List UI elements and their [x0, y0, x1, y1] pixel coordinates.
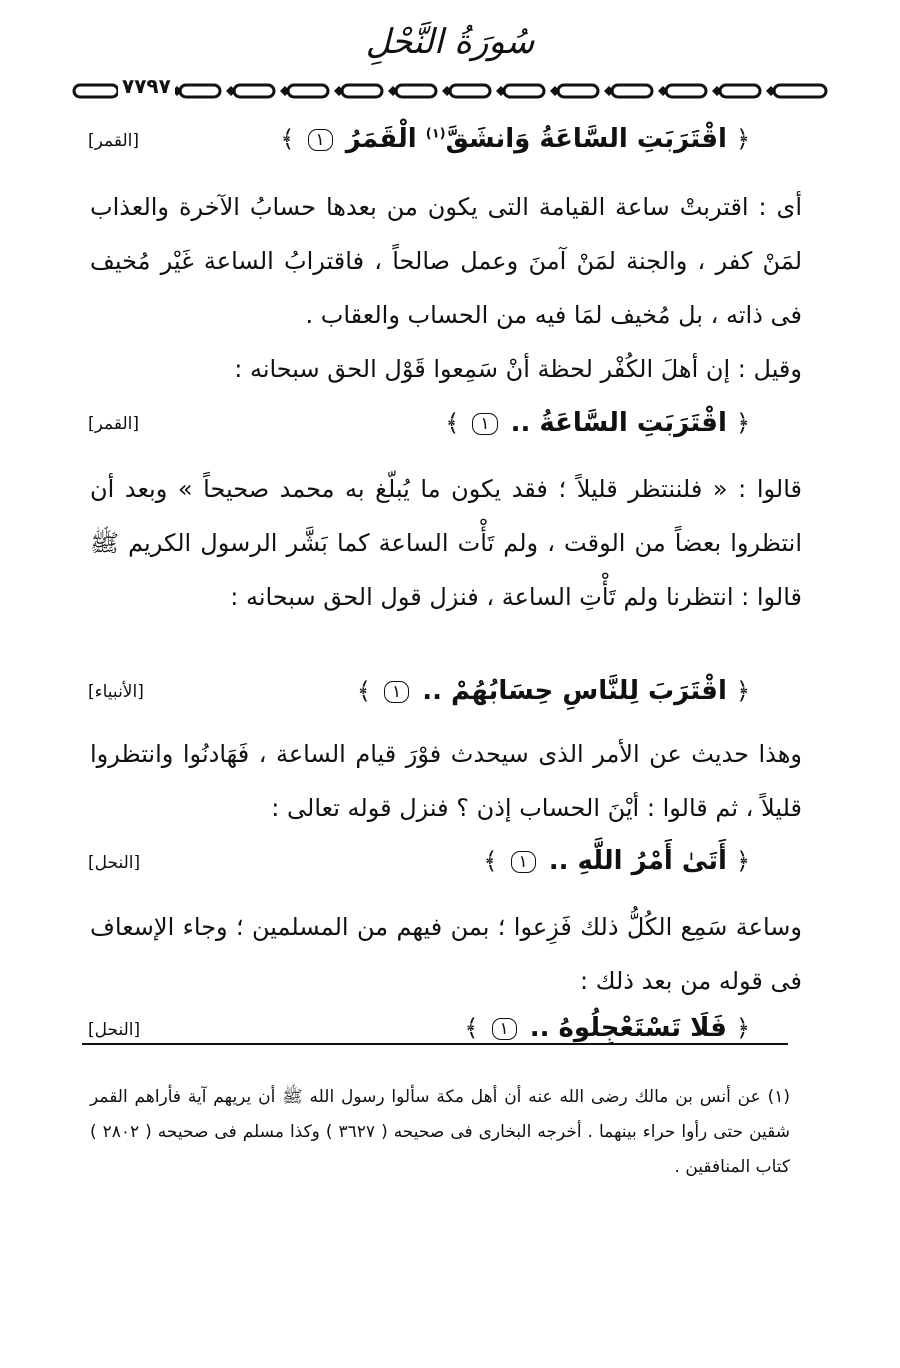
verse-number: ١	[308, 129, 333, 151]
verse-close-bracket: ﴾	[483, 847, 498, 875]
verse-source: [القمر]	[88, 131, 139, 151]
quran-verse	[483, 846, 750, 876]
paragraph: قالوا : « فلننتظر قليلاً ؛ فقد يكون ما يُبلّغ به محمد صحيحاً » وبعد أن انتظروا بعضاً من الوقت ، ولم تَأْت الساعة كما بَشَّر الرسول الكريم ﷺ قالوا : انتظرنا ولم تَأْتِ الساعة ، فنزل قول الحق سبحانه :	[90, 475, 802, 611]
verse-open-bracket: ﴿	[735, 409, 750, 437]
paragraph: وهذا حديث عن الأمر الذى سيحدث فوْرَ قيام الساعة ، فَهَادنُوا وانتظروا قليلاً ، ثم قالوا : أيْنَ الحساب إذن ؟ فنزل قوله تعالى :	[90, 740, 802, 822]
verse-number: ١	[472, 413, 497, 435]
verse-source: [الأنبياء]	[88, 682, 144, 702]
verse-text: أَتَىٰ أَمْرُ اللَّهِ ..	[548, 846, 727, 876]
quran-verse	[445, 408, 750, 438]
verse-close-bracket: ﴾	[356, 677, 371, 705]
quran-verse	[464, 1013, 750, 1043]
verse-text: اقْتَرَبَتِ السَّاعَةُ ..	[510, 408, 727, 438]
page-number: ٧٧٩٧	[118, 74, 175, 98]
footnote-divider	[82, 1043, 788, 1045]
verse-close-bracket: ﴾	[445, 409, 460, 437]
quran-verse	[357, 676, 750, 706]
paragraph: أى : اقتربتْ ساعة القيامة التى يكون من بعدها حسابُ الآخرة والعذاب لمَنْ كفر ، والجنة لمَنْ آمنَ وعمل صالحاً ، فاقترابُ الساعة غَيْر مُخيف فى ذاته ، بل مُخيف لمَا فيه من الحساب والعقاب .	[90, 193, 802, 329]
verse-number: ١	[384, 681, 409, 703]
chain-border-ornament	[72, 80, 832, 102]
verse-number: ١	[511, 851, 536, 873]
paragraph: وساعة سَمِع الكُلُّ ذلك فَزِعوا ؛ بمن فيهم من المسلمين ؛ وجاء الإسعاف فى قوله من بعد ذلك :	[90, 913, 802, 995]
quran-verse	[280, 124, 750, 154]
verse-open-bracket: ﴿	[735, 847, 750, 875]
verse-close-bracket: ﴾	[464, 1014, 479, 1042]
paragraph: وقيل : إن أهلَ الكُفْر لحظة أنْ سَمِعوا قَوْل الحق سبحانه :	[234, 355, 802, 383]
verse-close-bracket: ﴾	[280, 125, 295, 153]
verse-open-bracket: ﴿	[735, 1014, 750, 1042]
verse-text: اقْتَرَبَ لِلنَّاسِ حِسَابُهُمْ ..	[422, 676, 727, 706]
verse-source: [القمر]	[88, 414, 139, 434]
verse-source: [النحل]	[88, 1020, 141, 1040]
verse-open-bracket: ﴿	[735, 677, 750, 705]
verse-source: [النحل]	[88, 853, 141, 873]
verse-number: ١	[492, 1018, 517, 1040]
sura-title: سُورَةُ النَّحْلِ	[365, 22, 535, 62]
footnote-marker: (١)	[425, 126, 446, 142]
verse-text: فَلَا تَسْتَعْجِلُوهُ ..	[529, 1013, 727, 1043]
verse-open-bracket: ﴿	[735, 125, 750, 153]
verse-text: الْقَمَرُ	[345, 124, 417, 154]
verse-text: اقْتَرَبَتِ السَّاعَةُ وَانشَقَّ	[445, 124, 727, 154]
footnote: (١) عن أنس بن مالك رضى الله عنه أن أهل مكة سألوا رسول الله ﷺ أن يريهم آية فأراهم القمر شقين حتى رأوا حراء بينهما . أخرجه البخارى فى صحيحه ( ٣٦٢٧ ) وكذا مسلم فى صحيحه ( ٢٨٠٢ ) كتاب المنافقين .	[90, 1087, 790, 1177]
